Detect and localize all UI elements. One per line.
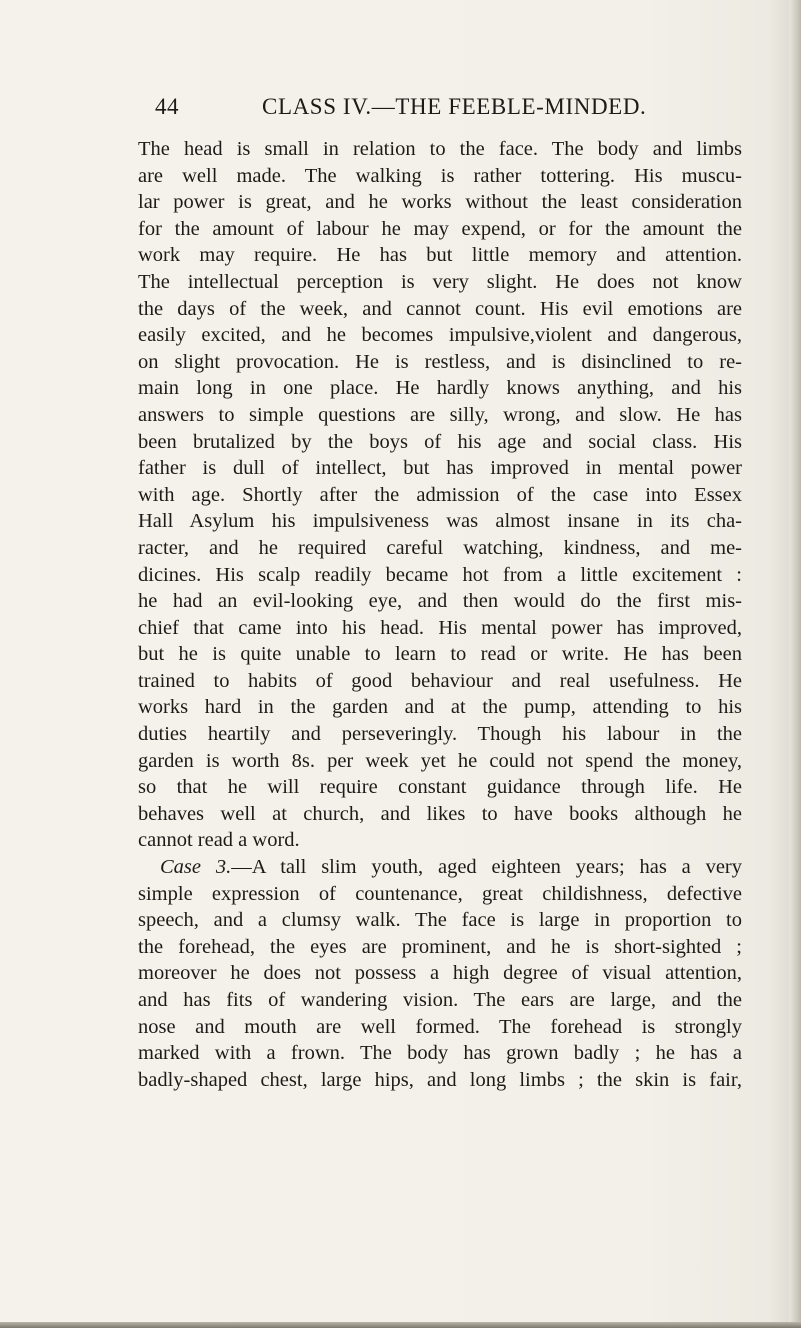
text-line: father is dull of intellect, but has improved in mental power — [138, 457, 742, 480]
case-heading-line — [138, 854, 742, 881]
text-line: simple expression of countenance, great childishness, defective — [138, 882, 742, 905]
text-line: nose and mouth are well formed. The forehead is strongly — [138, 1015, 742, 1038]
text-line: the forehead, the eyes are prominent, and he is short-sighted ; — [138, 935, 742, 958]
text-line: speech, and a clumsy walk. The face is large in proportion to — [138, 909, 742, 932]
text-line: dicines. His scalp readily became hot from a little excitement : — [138, 563, 742, 586]
text-line: Hall Asylum his impulsiveness was almost insane in its cha- — [138, 510, 742, 533]
text-line: The head is small in relation to the face. The body and limbs — [138, 138, 742, 160]
text-line: chief that came into his head. His mental power has improved, — [138, 616, 742, 639]
running-title: CLASS IV.—THE FEEBLE-MINDED. — [262, 94, 647, 119]
text-line: works hard in the garden and at the pump, attending to his — [138, 696, 742, 719]
page-header — [0, 94, 801, 124]
body-text — [138, 136, 742, 1093]
text-line: racter, and he required careful watching, kindness, and me- — [138, 536, 742, 559]
text-line: marked with a frown. The body has grown badly ; he has a — [138, 1042, 742, 1065]
case-label: Case 3. — [160, 856, 232, 879]
text-line: easily excited, and he becomes impulsive,violent and dangerous, — [138, 324, 742, 347]
text-line: duties heartily and perseveringly. Though his labour in the — [138, 723, 742, 746]
text-line: —A tall slim youth, aged eighteen years; has a very — [231, 856, 743, 879]
text-line: garden is worth 8s. per week yet he could not spend the money, — [138, 749, 742, 772]
text-line: main long in one place. He hardly knows anything, and his — [138, 377, 742, 400]
text-line: but he is quite unable to learn to read or write. He has been — [138, 643, 742, 666]
text-line: badly-shaped chest, large hips, and long limbs ; the skin is fair, — [138, 1068, 742, 1091]
text-line: for the amount of labour he may expend, or for the amount the — [138, 217, 742, 240]
text-line: with age. Shortly after the admission of the case into Essex — [138, 483, 742, 506]
text-line: been brutalized by the boys of his age and social class. His — [138, 430, 742, 453]
text-line: and has fits of wandering vision. The ears are large, and the — [138, 989, 742, 1011]
text-line: he had an evil-looking eye, and then would do the first mis- — [138, 590, 742, 613]
text-line: cannot read a word. — [138, 829, 300, 852]
text-line: the days of the week, and cannot count. His evil emotions are — [138, 297, 742, 320]
text-line: are well made. The walking is rather tottering. His muscu- — [138, 164, 742, 187]
text-line: behaves well at church, and likes to have books although he — [138, 802, 742, 825]
text-line: work may require. He has but little memory and attention. — [138, 244, 742, 267]
text-line: answers to simple questions are silly, wrong, and slow. He has — [138, 403, 742, 426]
page-edge-shadow — [789, 0, 801, 1328]
page-bottom-edge — [0, 1322, 801, 1328]
text-line: The intellectual perception is very slight. He does not know — [138, 270, 742, 293]
text-line: so that he will require constant guidance through life. He — [138, 776, 742, 799]
text-line: on slight provocation. He is restless, and is disinclined to re- — [138, 350, 742, 373]
text-line: moreover he does not possess a high degree of visual attention, — [138, 962, 742, 985]
text-line: trained to habits of good behaviour and real usefulness. He — [138, 669, 742, 692]
text-line: lar power is great, and he works without the least consideration — [138, 191, 742, 214]
page-number: 44 — [155, 94, 179, 119]
